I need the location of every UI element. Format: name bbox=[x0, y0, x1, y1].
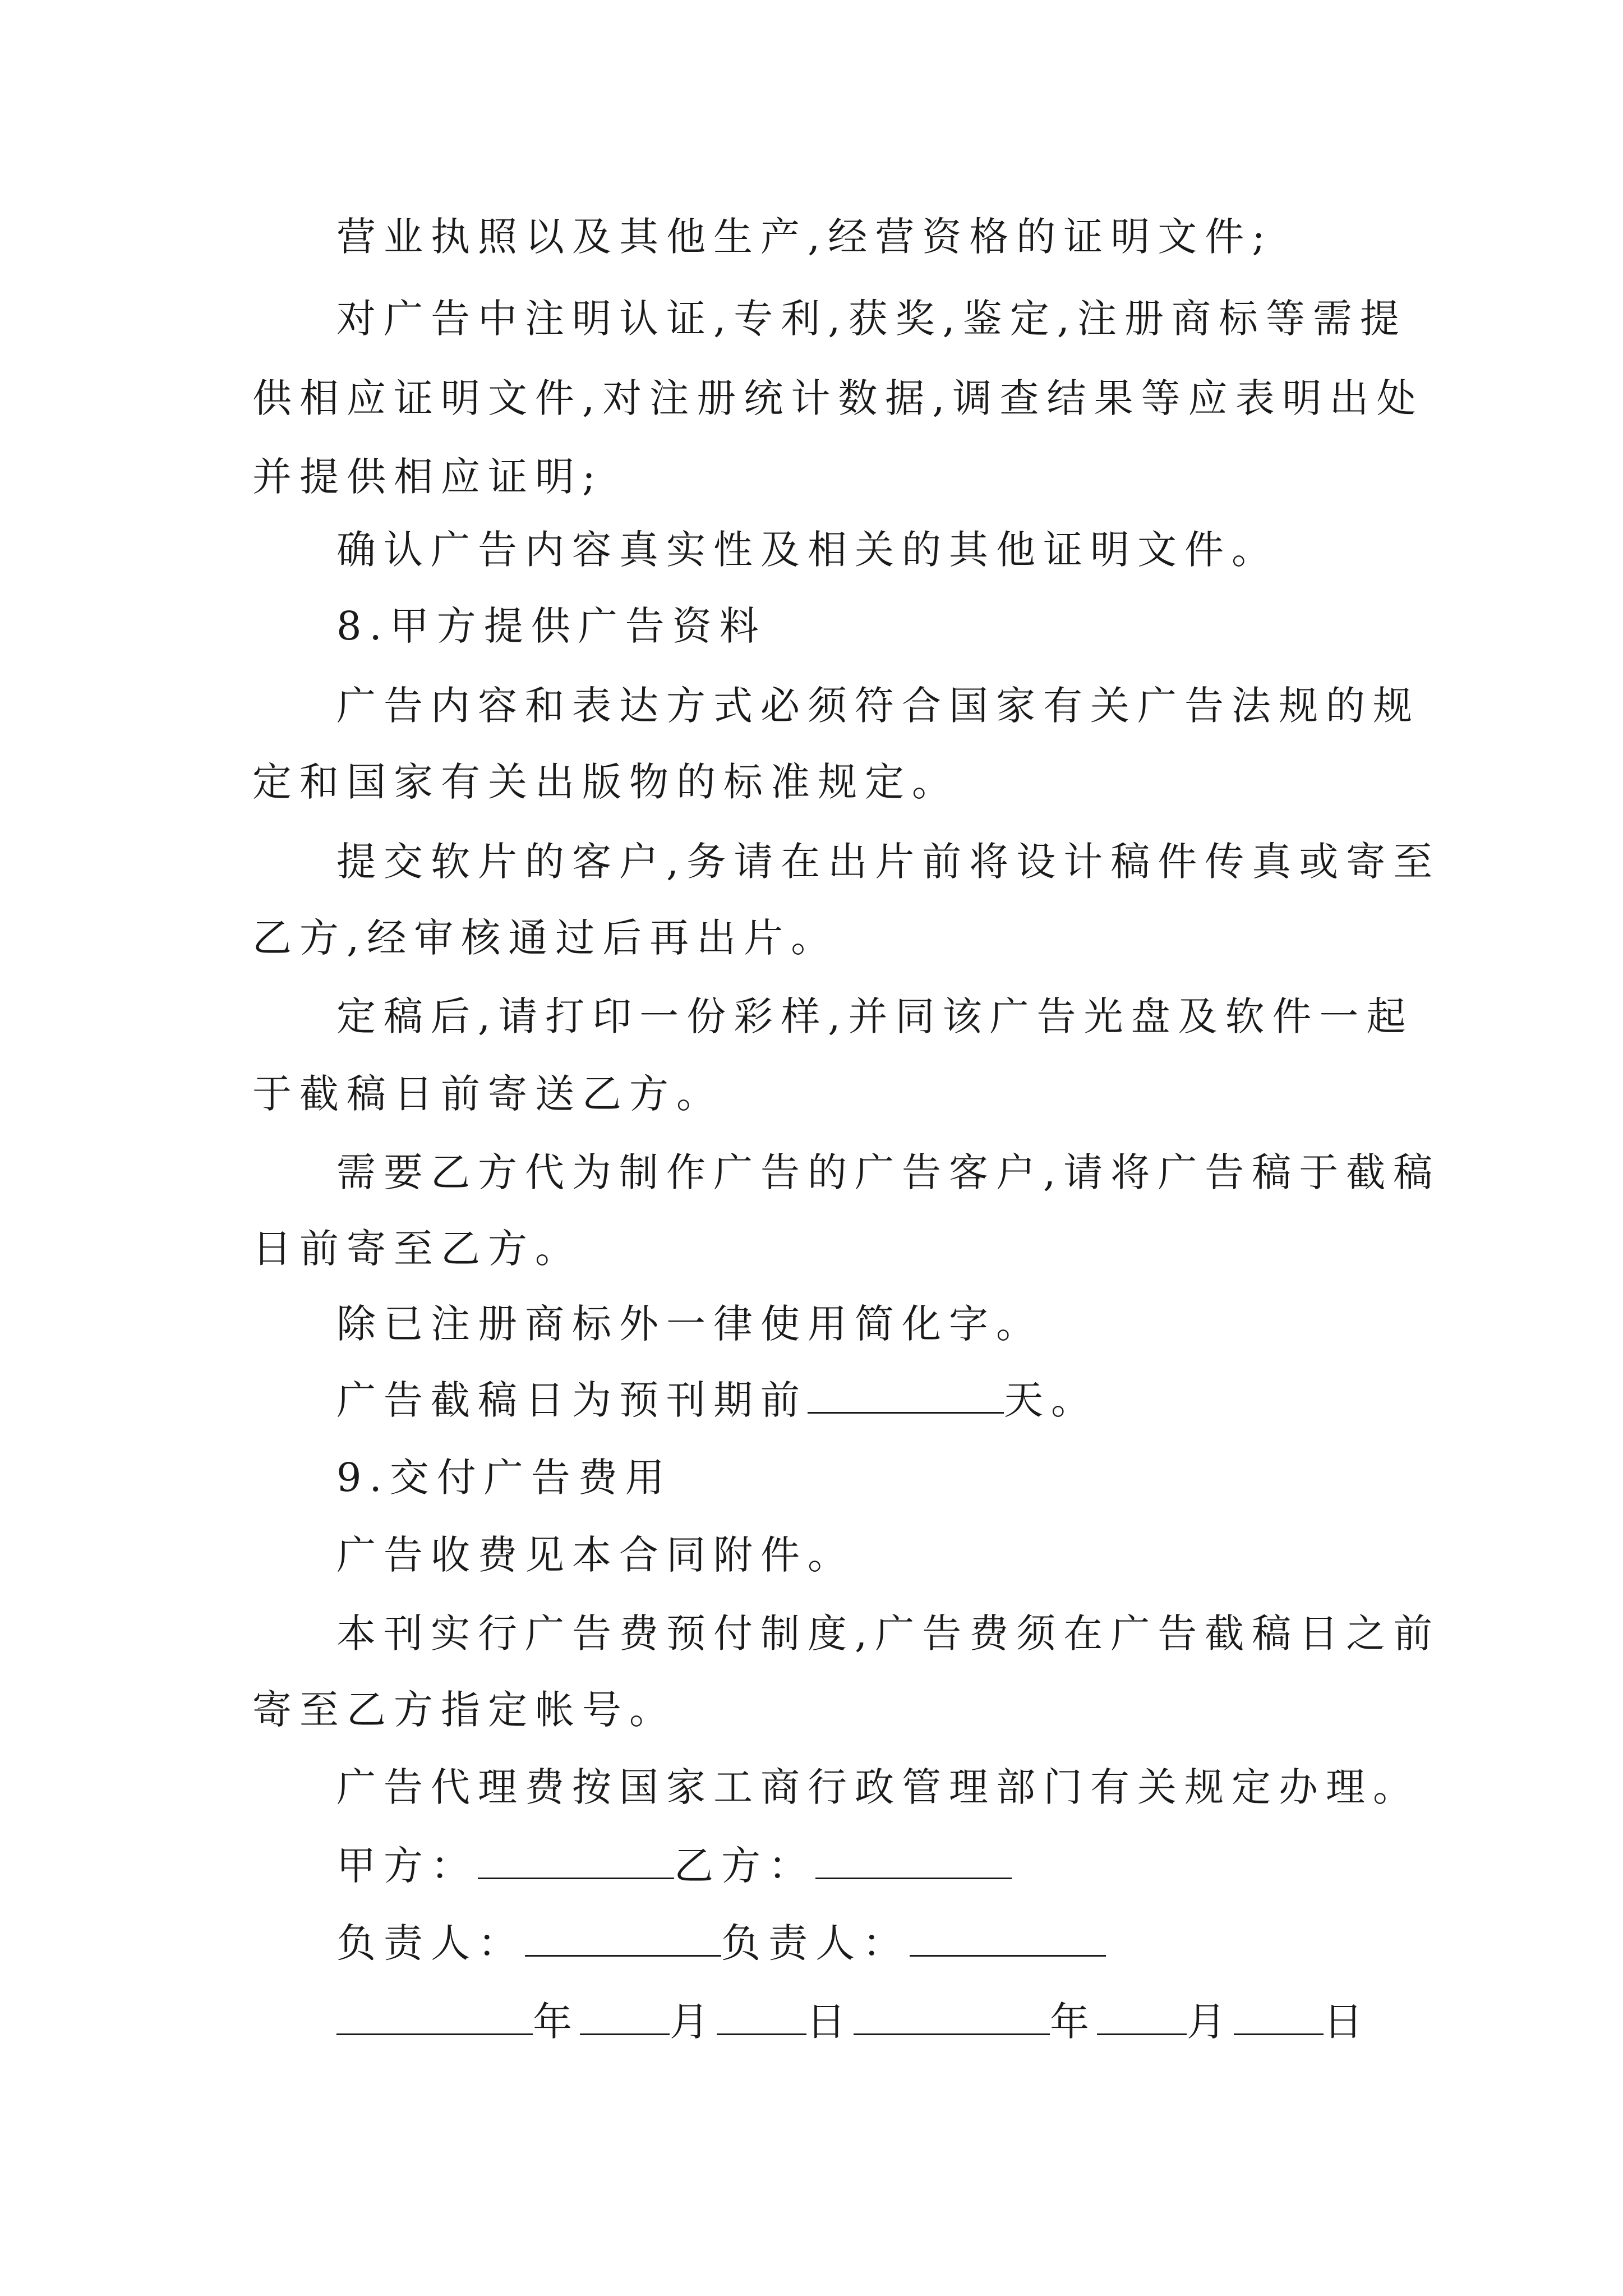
person-a-label: 负责人： bbox=[336, 1920, 525, 1966]
month-label: 月 bbox=[670, 1999, 717, 2045]
person-signature-line bbox=[336, 1915, 1385, 1971]
date-line bbox=[336, 1994, 1385, 2050]
year-a-blank[interactable] bbox=[336, 1999, 533, 2035]
party-a-blank[interactable] bbox=[478, 1843, 674, 1879]
section-heading: 8.甲方提供广告资料 bbox=[336, 603, 767, 649]
paragraph-line: 定稿后,请打印一份彩样,并同该广告光盘及软件一起 bbox=[336, 993, 1414, 1039]
month-b-blank[interactable] bbox=[1097, 1999, 1187, 2035]
day-b-blank[interactable] bbox=[1234, 1999, 1324, 2035]
year-label: 年 bbox=[533, 1999, 580, 2045]
year-b-blank[interactable] bbox=[854, 1999, 1050, 2035]
paragraph-line: 提交软片的客户,务请在出片前将设计稿件传真或寄至 bbox=[336, 839, 1441, 885]
year-label: 年 bbox=[1050, 1999, 1097, 2045]
party-b-blank[interactable] bbox=[815, 1843, 1012, 1879]
paragraph-line: 本刊实行广告费预付制度,广告费须在广告截稿日之前 bbox=[336, 1611, 1441, 1657]
paragraph-line: 对广告中注明认证,专利,获奖,鉴定,注册商标等需提 bbox=[336, 296, 1408, 342]
month-a-blank[interactable] bbox=[580, 1999, 670, 2035]
person-b-label: 负责人： bbox=[721, 1920, 910, 1966]
paragraph-line: 并提供相应证明; bbox=[252, 454, 603, 500]
section-heading: 9.交付广告费用 bbox=[336, 1455, 672, 1501]
paragraph-line: 乙方,经审核通过后再出片。 bbox=[252, 915, 838, 961]
party-b-label: 乙方： bbox=[674, 1843, 815, 1889]
paragraph-line: 供相应证明文件,对注册统计数据,调查结果等应表明出处 bbox=[252, 375, 1424, 421]
day-label: 日 bbox=[1324, 1999, 1371, 2045]
paragraph-line: 广告收费见本合同附件。 bbox=[336, 1532, 855, 1578]
paragraph-line: 日前寄至乙方。 bbox=[252, 1226, 582, 1272]
paragraph-line: 除已注册商标外一律使用简化字。 bbox=[336, 1301, 1043, 1347]
paragraph-line: 营业执照以及其他生产,经营资格的证明文件; bbox=[336, 214, 1273, 260]
person-b-blank[interactable] bbox=[910, 1920, 1106, 1957]
paragraph-line: 于截稿日前寄送乙方。 bbox=[252, 1071, 723, 1117]
deadline-line bbox=[336, 1372, 1385, 1428]
month-label: 月 bbox=[1187, 1999, 1234, 2045]
paragraph-line: 广告内容和表达方式必须符合国家有关广告法规的规 bbox=[336, 683, 1420, 729]
paragraph-line: 确认广告内容真实性及相关的其他证明文件。 bbox=[336, 527, 1279, 573]
deadline-days-blank[interactable] bbox=[808, 1377, 1004, 1414]
party-a-label: 甲方： bbox=[336, 1843, 478, 1889]
paragraph-line: 寄至乙方指定帐号。 bbox=[252, 1687, 676, 1733]
day-a-blank[interactable] bbox=[717, 1999, 806, 2035]
deadline-suffix: 天。 bbox=[1004, 1377, 1098, 1423]
paragraph-line: 需要乙方代为制作广告的广告客户,请将广告稿于截稿 bbox=[336, 1149, 1441, 1195]
paragraph-line: 定和国家有关出版物的标准规定。 bbox=[252, 759, 959, 805]
person-a-blank[interactable] bbox=[525, 1920, 721, 1957]
paragraph-line: 广告代理费按国家工商行政管理部门有关规定办理。 bbox=[336, 1764, 1420, 1810]
deadline-prefix: 广告截稿日为预刊期前 bbox=[336, 1377, 808, 1423]
day-label: 日 bbox=[806, 1999, 854, 2045]
party-signature-line bbox=[336, 1838, 1385, 1894]
